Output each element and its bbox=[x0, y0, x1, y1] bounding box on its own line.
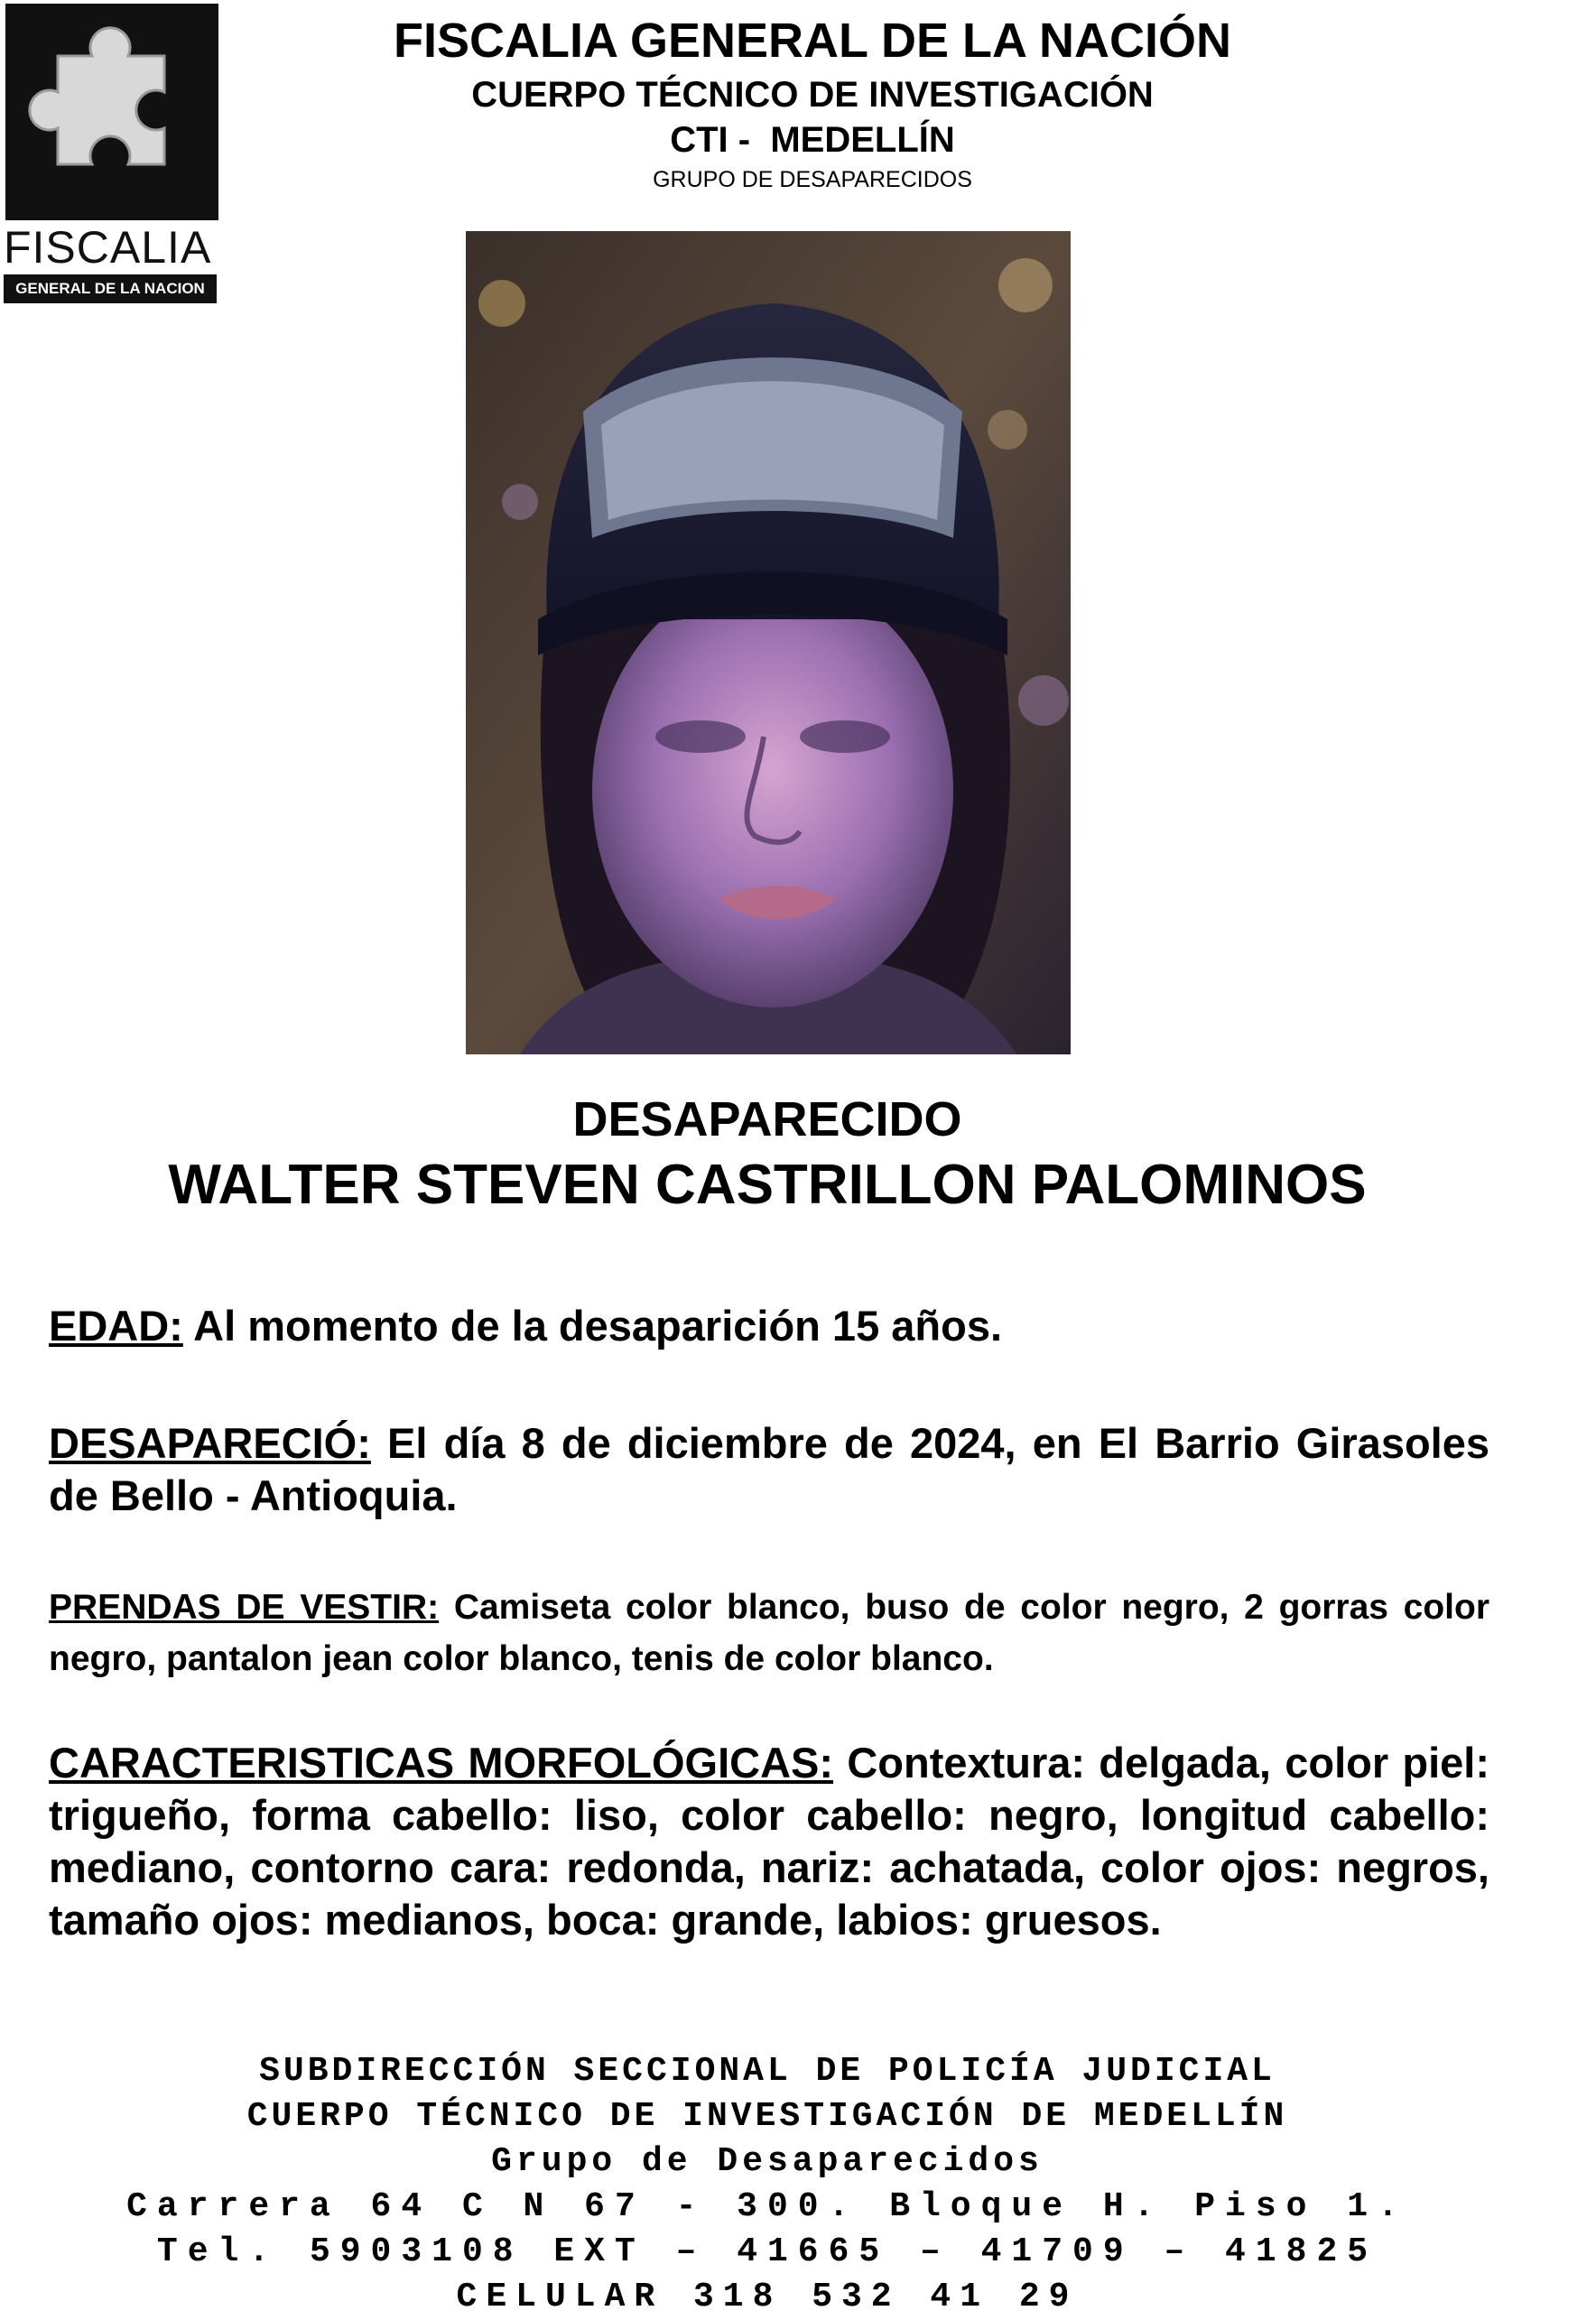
footer-phone: Tel. 5903108 EXT – 41665 – 41709 – 41825 bbox=[156, 2232, 1378, 2271]
disappeared-section bbox=[49, 1417, 1489, 1522]
agency-subtitle-1: CUERPO TÉCNICO DE INVESTIGACIÓN bbox=[471, 75, 1154, 115]
footer-line-3: Grupo de Desaparecidos bbox=[491, 2142, 1044, 2181]
disappeared-value: El día 8 de diciembre de 2024, en El Barrio Girasoles de Bello - Antioquia. bbox=[49, 1419, 1490, 1519]
age-section bbox=[49, 1300, 1489, 1352]
logo-wordmark: FISCALIA bbox=[4, 222, 212, 273]
person-name: WALTER STEVEN CASTRILLON PALOMINOS bbox=[168, 1154, 1367, 1216]
clothing-section bbox=[49, 1582, 1489, 1684]
morphology-section bbox=[49, 1737, 1489, 1946]
disappeared-label: DESAPARECIÓ: bbox=[49, 1419, 371, 1467]
agency-subtitle-3: GRUPO DE DESAPARECIDOS bbox=[653, 167, 972, 192]
agency-header bbox=[271, 9, 1354, 197]
missing-headline bbox=[0, 1088, 1535, 1220]
agency-subtitle-2: CTI - MEDELLÍN bbox=[670, 120, 955, 160]
puzzle-piece-icon bbox=[5, 4, 218, 220]
fiscalia-logo bbox=[0, 0, 220, 307]
morphology-label: CARACTERISTICAS MORFOLÓGICAS: bbox=[49, 1739, 834, 1786]
missing-person-photo bbox=[466, 231, 1071, 1054]
logo-subtitle: GENERAL DE LA NACION bbox=[4, 274, 217, 303]
morphology-value: Contextura: delgada, color piel: trigueño, forma cabello: liso, color cabello: negro, longitud cabello: mediano, contorno cara: redonda, nariz: achatada, color ojos: negros, tamaño ojos: medianos, boca: grande, labios: gruesos. bbox=[49, 1739, 1490, 1944]
contact-footer bbox=[0, 2049, 1535, 2320]
footer-mobile: CELULAR 318 532 41 29 bbox=[456, 2278, 1079, 2316]
missing-status: DESAPARECIDO bbox=[572, 1092, 962, 1146]
age-label: EDAD: bbox=[49, 1302, 183, 1350]
age-value: Al momento de la desaparición 15 años. bbox=[193, 1302, 1003, 1350]
footer-line-1: SUBDIRECCIÓN SECCIONAL DE POLICÍA JUDICIAL bbox=[259, 2052, 1276, 2091]
footer-line-2: CUERPO TÉCNICO DE INVESTIGACIÓN DE MEDELLÍN bbox=[246, 2097, 1288, 2136]
clothing-label: PRENDAS DE VESTIR: bbox=[49, 1588, 440, 1627]
footer-address: Carrera 64 C N 67 - 300. Bloque H. Piso 1. bbox=[126, 2187, 1408, 2226]
clothing-value: Camiseta color blanco, buso de color negro, 2 gorras color negro, pantalon jean color blanco, tenis de color blanco. bbox=[49, 1588, 1489, 1678]
agency-title: FISCALIA GENERAL DE LA NACIÓN bbox=[393, 14, 1232, 68]
